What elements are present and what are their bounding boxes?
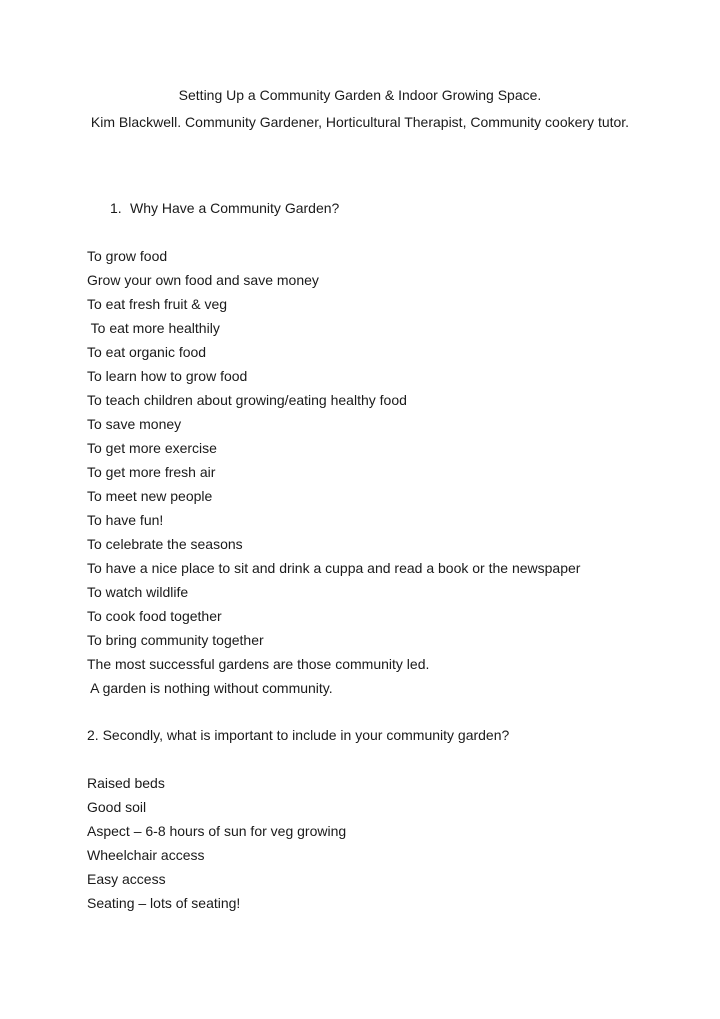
list-item: To get more exercise bbox=[87, 440, 217, 456]
list-item: Aspect – 6-8 hours of sun for veg growing bbox=[87, 823, 347, 839]
list-item: To have fun! bbox=[87, 512, 164, 528]
list-item: To grow food bbox=[87, 248, 168, 264]
reasons-list bbox=[87, 244, 580, 700]
list-item: Good soil bbox=[87, 799, 147, 815]
garden-features-list bbox=[87, 771, 346, 915]
list-item: To get more fresh air bbox=[87, 464, 216, 480]
list-item: To watch wildlife bbox=[87, 584, 189, 600]
list-item: To eat organic food bbox=[87, 344, 207, 360]
section-1-number: 1. bbox=[110, 200, 122, 216]
list-item: To eat fresh fruit & veg bbox=[87, 296, 228, 312]
list-item: To bring community together bbox=[87, 632, 264, 648]
list-item: A garden is nothing without community. bbox=[87, 680, 333, 696]
list-item: To cook food together bbox=[87, 608, 222, 624]
list-item: To have a nice place to sit and drink a cuppa and read a book or the newspaper bbox=[87, 560, 581, 576]
section-1-heading bbox=[110, 199, 339, 217]
document-title: Setting Up a Community Garden & Indoor Growing Space. bbox=[178, 87, 542, 103]
list-item: Easy access bbox=[87, 871, 166, 887]
list-item: Raised beds bbox=[87, 775, 165, 791]
list-item: Grow your own food and save money bbox=[87, 272, 319, 288]
list-item: The most successful gardens are those community led. bbox=[87, 656, 430, 672]
list-item: To save money bbox=[87, 416, 182, 432]
list-item: To celebrate the seasons bbox=[87, 536, 243, 552]
list-item: Wheelchair access bbox=[87, 847, 205, 863]
section-2-heading: 2. Secondly, what is important to include in your community garden? bbox=[87, 727, 510, 743]
list-item: To eat more healthily bbox=[87, 320, 220, 336]
section-1-heading-text: Why Have a Community Garden? bbox=[130, 200, 340, 216]
list-item: To meet new people bbox=[87, 488, 213, 504]
list-item: Seating – lots of seating! bbox=[87, 895, 241, 911]
list-item: To teach children about growing/eating healthy food bbox=[87, 392, 407, 408]
author-line: Kim Blackwell. Community Gardener, Horticultural Therapist, Community cookery tutor. bbox=[90, 114, 630, 130]
list-item: To learn how to grow food bbox=[87, 368, 248, 384]
